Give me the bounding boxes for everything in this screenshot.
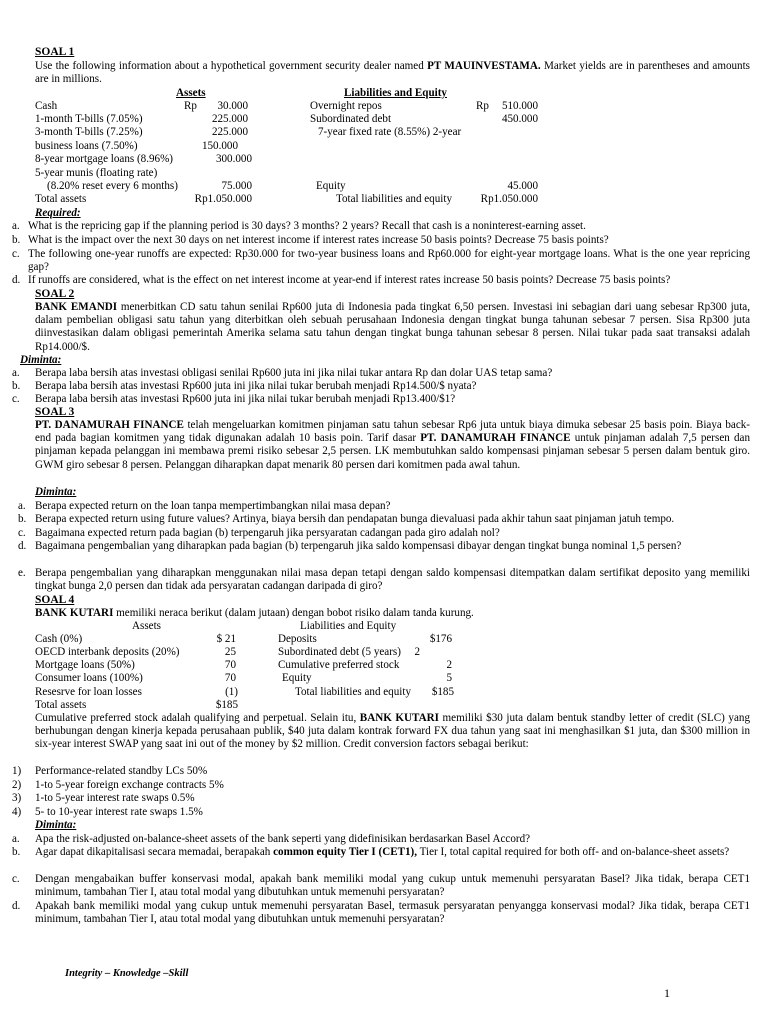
question-text: Bagaimana expected return pada bagian (b) terpengaruh jika persyaratan cadangan pada giro adalah nol?	[35, 527, 500, 539]
soal4-liability-label: Equity	[282, 672, 312, 684]
soal4-asset-value: 70	[224, 672, 236, 684]
soal4-asset-value: (1)	[225, 686, 238, 698]
soal1-liability-label: Overnight repos	[310, 100, 382, 112]
question-label: a.	[12, 220, 20, 232]
cet1-term: common equity Tier I (CET1),	[273, 846, 418, 858]
soal4-title: SOAL 4	[35, 594, 75, 606]
soal2-diminta-label: Diminta:	[20, 354, 62, 366]
question-label: e.	[18, 567, 26, 579]
factor-text: 1-to 5-year foreign exchange contracts 5%	[35, 779, 224, 791]
soal1-asset-value: 75.000	[221, 180, 252, 192]
soal4-paragraph	[35, 712, 750, 752]
soal4-asset-label: Total assets	[35, 699, 87, 711]
soal4-asset-label: OECD interbank deposits (20%)	[35, 646, 180, 658]
soal4-liability-value: $176	[429, 633, 452, 645]
soal1-total-assets-value: Rp1.050.000	[194, 193, 252, 205]
question-text: Apa the risk-adjusted on-balance-sheet assets of the bank seperti yang didefinisikan berdasarkan Basel Accord?	[35, 833, 531, 845]
soal3-text-2: untuk pinjaman adalah 7,5 persen dan pinjaman kepada pelanggan ini membawa premi risiko sebesar 2,5 persen. LK membutuhkan saldo kompensasi pinjaman sebesar 5 persen dalam bentuk giro. GWM giro sebesar 8 persen. Pelanggan diharapkan dapat menarik 80 persen dari komitmen pada awal tahun.	[35, 432, 750, 471]
soal4-liability-value: 2	[414, 646, 420, 658]
question-text: The following one-year runoffs are expected: Rp30.000 for two-year business loans and Rp60.000 for eight-year mortgage loans. What is the one year repricing gap?	[28, 248, 750, 273]
soal4-intro-text: memiliki neraca berikut (dalam jutaan) dengan bobot risiko dalam tanda kurung.	[113, 607, 474, 619]
factor-label: 4)	[12, 806, 22, 818]
soal4-bank-name: BANK KUTARI	[35, 607, 114, 619]
question-text	[35, 846, 750, 859]
soal1-intro-text: Use the following information about a hypothetical government security dealer named	[35, 60, 428, 72]
question-label: c.	[12, 873, 20, 885]
soal1-asset-label: 3-month T-bills (7.25%)	[35, 126, 143, 138]
soal3-paragraph	[35, 419, 750, 472]
soal1-liability-label: Equity	[316, 180, 346, 192]
soal4-asset-label: Cash (0%)	[35, 633, 83, 645]
question-text-part-2: Tier I, total capital required for both off- and on-balance-sheet assets?	[417, 846, 730, 858]
factor-text: Performance-related standby LCs 50%	[35, 765, 208, 777]
soal1-asset-label: 8-year mortgage loans (8.96%)	[35, 153, 174, 165]
soal1-liability-label: Subordinated debt	[310, 113, 392, 125]
question-label: d.	[18, 540, 27, 552]
soal1-asset-label: 5-year munis (floating rate)	[35, 167, 158, 179]
soal4-bank-name-2: BANK KUTARI	[359, 712, 439, 724]
question-label: d.	[12, 274, 21, 286]
question-label: a.	[12, 833, 20, 845]
soal3-text: telah mengeluarkan komitmen pinjaman satu tahun sebesar Rp6 juta untuk biaya dimuka sebesar 25 basis poin. Biaya back-end pada bagian komitmen yang tidak digunakan adalah 10 basis poin. Tarif dasar	[35, 419, 750, 445]
soal1-intro	[35, 60, 750, 86]
factor-text: 5- to 10-year interest rate swaps 1.5%	[35, 806, 203, 818]
question-label: a.	[18, 500, 26, 512]
soal1-asset-value: 30.000	[217, 100, 248, 112]
question-label: b.	[18, 513, 27, 525]
soal1-liabilities-header: Liabilities and Equity	[344, 87, 447, 99]
soal4-asset-label: Resesrve for loan losses	[35, 686, 142, 698]
soal1-liability-label: 7-year fixed rate (8.55%) 2-year	[318, 126, 462, 138]
soal1-total-liabilities-value: Rp1.050.000	[480, 193, 538, 205]
question-label: a.	[12, 367, 20, 379]
soal4-paragraph-text-2: memiliki $30 juta dalam bentuk standby letter of credit (SLC) yang berhubungan dengan kinerja kepada perusahaan publik, $40 juta dalam kontrak forward FX dua tahun yang saat ini menghasilkan $1 juta, dan $300 million in six-year interest SWAP yang saat ini out of the money by $2 million. Credit conversion factors sebagai berikut:	[35, 712, 751, 751]
question-text: If runoffs are considered, what is the effect on net interest income at year-end if interest rates increase 50 basis points? Decrease 75 basis points?	[28, 274, 671, 286]
soal4-liability-value: 5	[446, 672, 452, 684]
question-label: c.	[18, 527, 26, 539]
soal3-bank-name-2: PT. DANAMURAH FINANCE	[420, 432, 571, 445]
question-label: d.	[12, 900, 21, 912]
question-label: c.	[12, 248, 20, 260]
soal2-title: SOAL 2	[35, 288, 75, 300]
soal4-liability-label: Deposits	[278, 633, 317, 645]
footer-motto: Integrity – Knowledge –Skill	[65, 968, 189, 979]
soal4-total-liabilities-value: $185	[431, 686, 454, 698]
question-label: b.	[12, 846, 21, 858]
soal4-liability-value: 2	[446, 659, 452, 671]
soal1-company-name: PT MAUINVESTAMA.	[427, 60, 541, 72]
soal4-total-assets-value: $185	[215, 699, 238, 711]
question-text: Berapa expected return using future values? Artinya, biaya bersih dan pendapatan bunga dievaluasi pada akhir tahun saat pinjaman jatuh tempo.	[35, 513, 675, 525]
soal3-title: SOAL 3	[35, 406, 75, 418]
question-label: c.	[12, 393, 20, 405]
question-text: Berapa laba bersih atas investasi obligasi senilai Rp600 juta ini jika nilai tukar antara Rp dan dolar UAS tetap sama?	[35, 367, 553, 379]
question-text: Apakah bank memiliki modal yang cukup untuk memenuhi persyaratan Basel, termasuk persyaratan penyangga konservasi modal? Jika tidak, berapa CET1 minimum, tambahan Tier I, atau total modal yang dibutuhkan untuk memenuhi persyaratan?	[35, 900, 750, 925]
question-label: b.	[12, 234, 21, 246]
soal1-liability-currency: Rp	[476, 100, 489, 112]
soal1-liability-label: Total liabilities and equity	[336, 193, 452, 205]
soal3-bank-name: PT. DANAMURAH FINANCE	[35, 419, 184, 431]
question-text: What is the repricing gap if the planning period is 30 days? 3 months? 2 years? Recall that cash is a noninterest-earning asset.	[28, 220, 586, 232]
soal4-paragraph-text: Cumulative preferred stock adalah qualifying and perpetual. Selain itu,	[35, 712, 360, 724]
soal4-liabilities-header: Liabilities and Equity	[300, 620, 397, 632]
soal4-liability-label: Cumulative preferred stock	[278, 659, 400, 671]
factor-text: 1-to 5-year interest rate swaps 0.5%	[35, 792, 195, 804]
soal2-paragraph	[35, 301, 750, 354]
factor-label: 2)	[12, 779, 22, 791]
soal1-asset-label: Total assets	[35, 193, 87, 205]
soal4-liability-label: Subordinated debt (5 years)	[278, 646, 401, 658]
question-text: Berapa expected return on the loan tanpa mempertimbangkan nilai masa depan?	[35, 500, 391, 512]
question-label: b.	[12, 380, 21, 392]
soal1-asset-value: 300.000	[215, 153, 252, 165]
question-text: Berapa pengembalian yang diharapkan menggunakan nilai masa depan tetapi dengan saldo kompensasi ditempatkan dalam sertifikat deposito yang memiliki tingkat bunga 2,0 persen dan tidak ada persyaratan cadangan daripada di giro?	[35, 567, 750, 592]
soal1-asset-value: 225.000	[211, 126, 248, 138]
soal1-assets-header: Assets	[176, 87, 206, 99]
question-text: Bagaimana pengembalian yang diharapkan pada bagian (b) terpengaruh jika saldo kompensasi dibayar dengan tingkat bunga nominal 1,5 persen?	[35, 540, 682, 552]
soal1-asset-label: (8.20% reset every 6 months)	[47, 180, 178, 192]
soal1-required-label: Required:	[35, 207, 81, 219]
soal4-asset-value: 70	[224, 659, 236, 671]
soal1-liability-value: 510.000	[501, 100, 538, 112]
soal1-asset-value: 225.000	[211, 113, 248, 125]
question-text: Dengan mengabaikan buffer konservasi modal, apakah bank memiliki modal yang cukup untuk memenuhi persyaratan Basel? Jika tidak, berapa CET1 minimum, tambahan Tier I, atau total modal yang dibutuhkan untuk memenuhi persyaratan?	[35, 873, 750, 898]
soal1-asset-label: business loans (7.50%)	[35, 140, 138, 152]
soal4-asset-value: 25	[224, 646, 236, 658]
soal1-liability-value: 450.000	[501, 113, 538, 125]
soal3-diminta-label: Diminta:	[35, 486, 77, 498]
soal4-asset-label: Mortgage loans (50%)	[35, 659, 135, 671]
question-text: Berapa laba bersih atas investasi Rp600 juta ini jika nilai tukar berubah menjadi Rp13.400/$1?	[35, 393, 456, 405]
soal1-title: SOAL 1	[35, 46, 75, 58]
soal4-asset-value: $ 21	[216, 633, 236, 645]
question-text: Berapa laba bersih atas investasi Rp600 juta ini jika nilai tukar berubah menjadi Rp14.500/$ nyata?	[35, 380, 477, 392]
soal1-asset-label: Cash	[35, 100, 58, 112]
soal2-text: menerbitkan CD satu tahun senilai Rp600 juta di Indonesia pada tingkat 6,50 persen. Investasi ini sebagian dari uang sebesar Rp300 juta, dalam pembelian obligasi satu tahun yang diterbitkan oleh sebuah perusahaan Indonesia dengan tingkat bunga tahunan sebesar 7 persen. Sisa Rp300 juta diinvestasikan dalam obligasi pemerintah Amerika selama satu tahun dengan tingkat bunga tahunan sebesar 8 persen. Nilai tukar pada saat transaksi adalah Rp14.000/$.	[35, 301, 750, 353]
soal1-liability-value: 45.000	[507, 180, 538, 192]
soal4-asset-label: Consumer loans (100%)	[35, 672, 143, 684]
question-text-part: Agar dapat dikapitalisasi secara memadai, berapakah	[35, 846, 274, 858]
question-text: What is the impact over the next 30 days on net interest income if interest rates increase 50 basis points? Decrease 75 basis points?	[28, 234, 609, 246]
soal4-liability-label: Total liabilities and equity	[295, 686, 411, 698]
factor-label: 1)	[12, 765, 22, 777]
soal1-asset-value: 150.000	[201, 140, 238, 152]
soal1-asset-currency: Rp	[184, 100, 197, 112]
soal4-assets-header: Assets	[132, 620, 161, 632]
soal1-intro-text-2: Market yields are in parentheses and amounts are in millions.	[35, 60, 751, 86]
soal4-diminta-label: Diminta:	[35, 819, 77, 831]
factor-label: 3)	[12, 792, 22, 804]
soal2-bank-name: BANK EMANDI	[35, 301, 118, 313]
soal4-intro	[35, 607, 474, 620]
soal1-asset-label: 1-month T-bills (7.05%)	[35, 113, 143, 125]
page-number: 1	[664, 986, 670, 1000]
